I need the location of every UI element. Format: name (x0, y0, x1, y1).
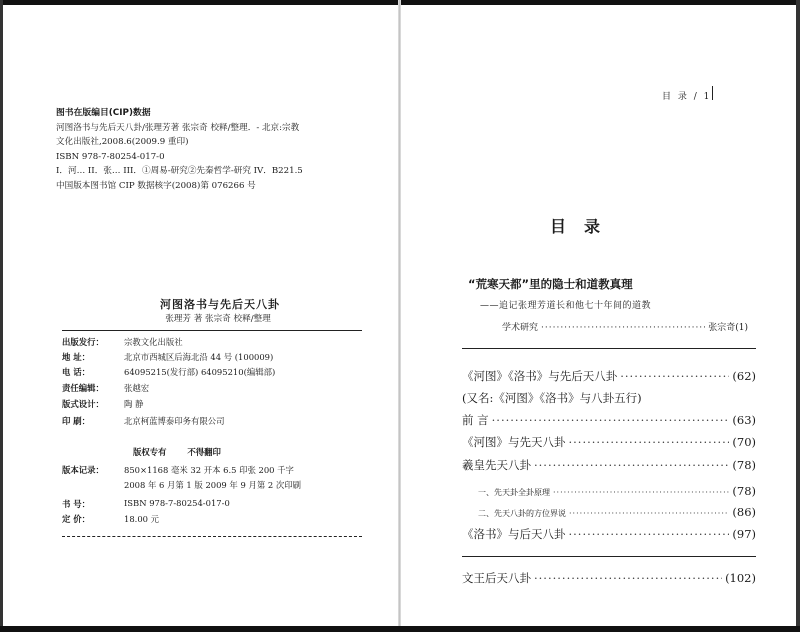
toc-subentry[interactable] (478, 505, 756, 519)
toc-entry-title: (又名:《河图》《洛书》与八卦五行) (462, 391, 642, 405)
cip-line: I．河… II．张… III．①周易-研究②先秦哲学-研究 IV．B221.5 (56, 166, 303, 177)
pub-label: 出版发行： (62, 337, 104, 347)
pub-value: 陶 静 (124, 399, 144, 409)
toc-entry-page: (86) (732, 505, 756, 519)
toc-entry-title: 《河图》《洛书》与先后天八卦 (462, 369, 618, 383)
pub-label: 版本记录： (62, 465, 104, 475)
pub-value: 18.00 元 (124, 514, 160, 524)
book-title: 河图洛书与先后天八卦 (160, 298, 280, 311)
intro-subtitle: ——追记张理芳道长和他七十年间的道教 (480, 301, 652, 311)
toc-entry-title: 文王后天八卦 (462, 571, 531, 585)
cip-line: 河图洛书与先后天八卦/张理芳著 张宗奇 校释/整理．- 北京:宗教 (56, 122, 300, 133)
cip-block (56, 106, 376, 194)
toc-leader (541, 323, 705, 333)
divider (62, 330, 362, 331)
divider (462, 348, 756, 349)
toc-entry[interactable] (462, 434, 756, 450)
toc-leader (569, 509, 729, 518)
toc-leader (569, 435, 730, 449)
toc-entry-title: 二、先天八卦的方位界说 (478, 509, 566, 518)
pub-label: 电 话： (62, 367, 91, 377)
cip-line: 中国版本图书馆 CIP 数据核字(2008)第 076266 号 (56, 180, 256, 191)
pub-value: 北京市西城区后海北沿 44 号 (100009) (124, 352, 274, 362)
pub-value: ISBN 978-7-80254-017-0 (124, 498, 230, 508)
rights-notice (133, 446, 239, 458)
toc-entry (462, 390, 642, 406)
toc-entry[interactable] (462, 570, 756, 586)
pub-value: 64095215(发行部) 64095210(编辑部) (124, 367, 276, 377)
pub-label: 印 刷： (62, 416, 91, 426)
toc-entry-page: (97) (732, 527, 756, 541)
rights-text: 版权专有 (133, 447, 167, 457)
cip-line: 文化出版社,2008.6(2009.9 重印) (56, 137, 189, 148)
toc-leader (492, 413, 730, 427)
toc-entry[interactable] (462, 457, 756, 473)
toc-entry-page: (78) (732, 458, 756, 472)
toc-entry-title: 一、先天卦全卦原理 (478, 488, 550, 497)
pub-value: 850×1168 毫米 32 开本 6.5 印张 200 千字 (124, 465, 294, 475)
toc-leader (534, 458, 729, 472)
toc-subentry[interactable] (478, 484, 756, 498)
toc-entry-page: (62) (732, 369, 756, 383)
pub-label: 地 址： (62, 352, 91, 362)
pub-value: 张越宏 (124, 383, 150, 393)
pub-value: 宗教文化出版社 (124, 337, 183, 347)
toc-leader (569, 527, 730, 541)
header-divider (712, 86, 713, 100)
toc-entry-page: (63) (732, 413, 756, 427)
intro-title: “荒寒天都”里的隐士和道教真理 (468, 277, 633, 291)
pub-label: 责任编辑： (62, 383, 104, 393)
toc-entry-title: 《洛书》与后天八卦 (462, 527, 566, 541)
pub-value: 2008 年 6 月第 1 版 2009 年 9 月第 2 次印刷 (124, 480, 301, 490)
divider-dashed (62, 536, 362, 538)
toc-entry[interactable] (462, 526, 756, 542)
contents-page (400, 0, 800, 632)
toc-entry-title: 羲皇先天八卦 (462, 458, 531, 472)
book-authors: 张理芳 著 张宗奇 校释/整理 (165, 314, 271, 324)
pub-value: 北京柯蓝博泰印务有限公司 (124, 416, 225, 426)
toc-leader (534, 571, 722, 585)
toc-entry-title: 《河图》与先天八卦 (462, 435, 566, 449)
intro-entry (502, 320, 748, 333)
pub-label: 定 价： (62, 514, 91, 524)
toc-entry[interactable] (462, 368, 756, 384)
toc-entry-page: (78) (732, 484, 756, 498)
divider (462, 556, 756, 557)
toc-leader (553, 488, 729, 497)
toc-entry-title: 前 言 (462, 413, 489, 427)
pub-label: 版式设计： (62, 399, 104, 409)
toc-entry-title: 学术研究 (502, 323, 539, 333)
cip-heading: 图书在版编目(CIP)数据 (56, 108, 151, 118)
toc-title: 目录 (550, 217, 619, 236)
toc-entry-page: (70) (732, 435, 756, 449)
toc-entry[interactable] (462, 412, 756, 428)
toc-entry-page: 张宗奇(1) (708, 323, 748, 333)
toc-entry-page: (102) (725, 571, 756, 585)
cip-line: ISBN 978-7-80254-017-0 (56, 151, 165, 162)
rights-text: 不得翻印 (187, 447, 221, 457)
pub-label: 书 号： (62, 499, 91, 509)
scan-edge-bottom (0, 626, 800, 632)
toc-leader (620, 369, 729, 383)
running-header: 目 录 / 1 (662, 92, 712, 102)
